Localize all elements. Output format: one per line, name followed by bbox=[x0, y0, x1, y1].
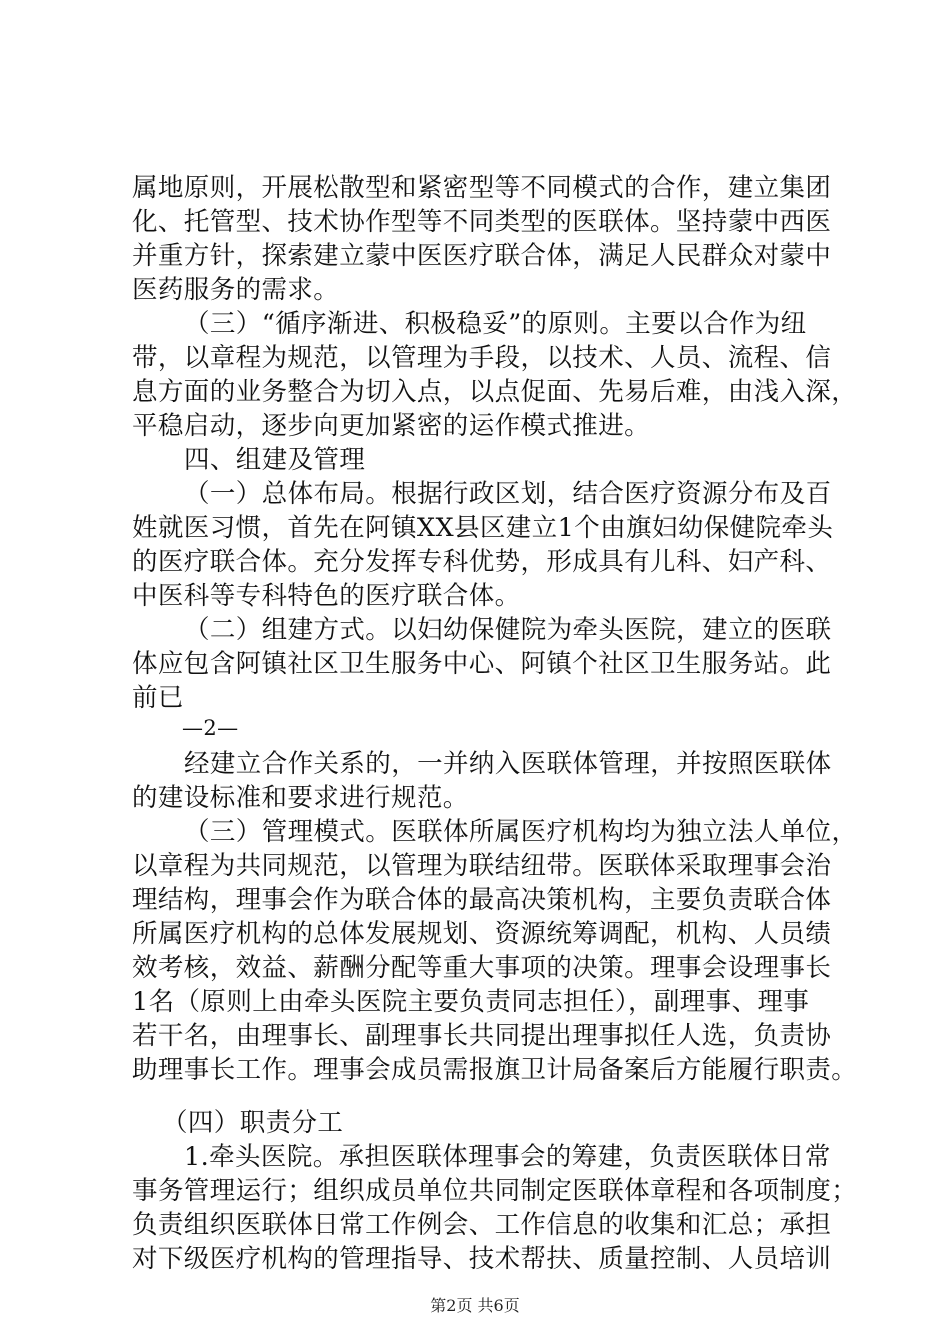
text-line: 的建设标准和要求进行规范。 bbox=[132, 783, 469, 813]
page-footer: 第2页 共6页 bbox=[430, 1296, 520, 1315]
text-line: 经建立合作关系的，一并纳入医联体管理，并按照医联体 bbox=[184, 749, 832, 779]
text-line: 理结构，理事会作为联合体的最高决策机构，主要负责联合体 bbox=[132, 885, 832, 915]
inline-page-number: —2— bbox=[182, 716, 239, 740]
text-line: 中医科等专科特色的医疗联合体。 bbox=[132, 581, 521, 611]
section-heading: 四、组建及管理 bbox=[184, 445, 366, 475]
text-line: 带，以章程为规范，以管理为手段，以技术、人员、流程、信 bbox=[132, 343, 832, 373]
text-line: 体应包含阿镇社区卫生服务中心、阿镇个社区卫生服务站。此 bbox=[132, 649, 832, 679]
text-line: 前已 bbox=[132, 683, 184, 713]
text-line: 助理事长工作。理事会成员需报旗卫计局备案后方能履行职责。 bbox=[132, 1055, 858, 1085]
text-line: 事务管理运行；组织成员单位共同制定医联体章程和各项制度； bbox=[132, 1176, 858, 1206]
text-line: 1名（原则上由牵头医院主要负责同志担任），副理事、理事 bbox=[132, 987, 810, 1017]
text-line: 对下级医疗机构的管理指导、技术帮扶、质量控制、人员培训 bbox=[132, 1244, 832, 1274]
text-line: 属地原则，开展松散型和紧密型等不同模式的合作，建立集团 bbox=[132, 173, 832, 203]
text-line: 姓就医习惯，首先在阿镇XX县区建立1个由旗妇幼保健院牵头 bbox=[132, 513, 834, 543]
text-line: 1.牵头医院。承担医联体理事会的筹建，负责医联体日常 bbox=[184, 1142, 831, 1172]
text-line: （一）总体布局。根据行政区划，结合医疗资源分布及百 bbox=[184, 479, 832, 509]
text-line: 并重方针，探索建立蒙中医医疗联合体，满足人民群众对蒙中 bbox=[132, 241, 832, 271]
text-line: 所属医疗机构的总体发展规划、资源统筹调配，机构、人员绩 bbox=[132, 919, 832, 949]
section-heading: （四）职责分工 bbox=[162, 1108, 344, 1138]
text-line: 以章程为共同规范，以管理为联结纽带。医联体采取理事会治 bbox=[132, 851, 832, 881]
text-line: 化、托管型、技术协作型等不同类型的医联体。坚持蒙中西医 bbox=[132, 207, 832, 237]
text-line: （三）“循序渐进、积极稳妥”的原则。主要以合作为纽 bbox=[184, 309, 807, 339]
text-line: 平稳启动，逐步向更加紧密的运作模式推进。 bbox=[132, 411, 651, 441]
text-line: （二）组建方式。以妇幼保健院为牵头医院，建立的医联 bbox=[184, 615, 832, 645]
text-line: 息方面的业务整合为切入点，以点促面、先易后难，由浅入深， bbox=[132, 377, 858, 407]
text-line: 医药服务的需求。 bbox=[132, 275, 340, 305]
text-line: 效考核，效益、薪酬分配等重大事项的决策。理事会设理事长 bbox=[132, 953, 832, 983]
text-line: 负责组织医联体日常工作例会、工作信息的收集和汇总；承担 bbox=[132, 1210, 832, 1240]
text-line: （三）管理模式。医联体所属医疗机构均为独立法人单位， bbox=[184, 817, 858, 847]
text-line: 的医疗联合体。充分发挥专科优势，形成具有儿科、妇产科、 bbox=[132, 547, 832, 577]
text-line: 若干名，由理事长、副理事长共同提出理事拟任人选，负责协 bbox=[132, 1021, 832, 1051]
